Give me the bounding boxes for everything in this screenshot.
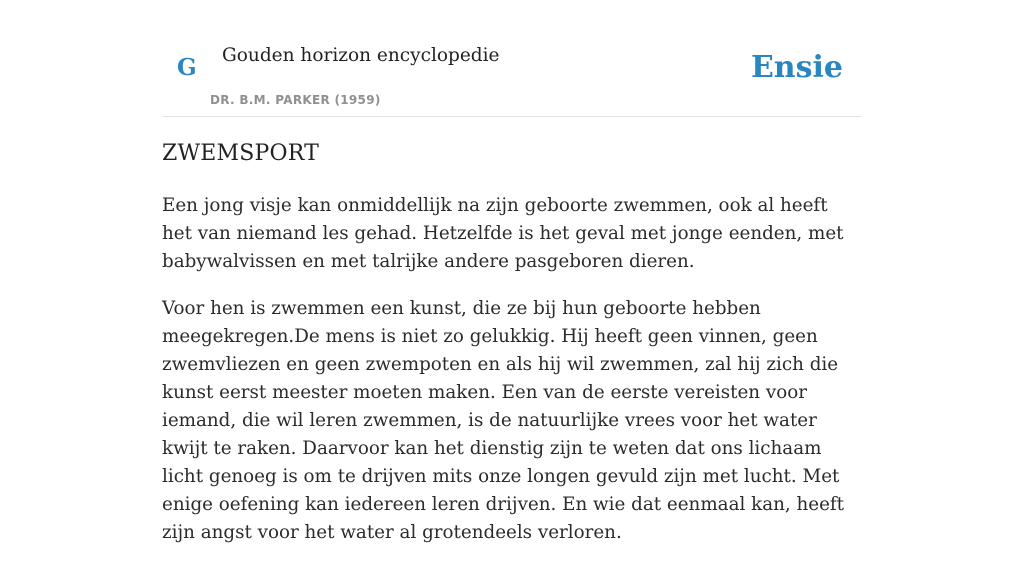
book-logo[interactable]: G xyxy=(177,54,197,81)
entry-title: ZWEMSPORT xyxy=(162,141,320,166)
header xyxy=(162,0,862,117)
content-container xyxy=(162,0,862,543)
book-title[interactable]: Gouden horizon encyclopedie xyxy=(222,45,500,66)
book-author: DR. B.M. PARKER (1959) xyxy=(210,93,381,107)
paragraph: Voor hen is zwemmen een kunst, die ze bij hun geboorte hebben meegekregen.De mens is niet zo gelukkig. Hij heeft geen vinnen, geen zwemvliezen en geen zwempoten en als hij wil zwemmen, zal hij zich die kunst eerst meester moeten maken. Een van de eerste vereisten voor iemand, die wil leren zwemmen, is de natuurlijke vrees voor het water kwijt te raken. Daarvoor kan het dienstig zijn te weten dat ons lichaam licht genoeg is om te drijven mits onze longen gevuld zijn met lucht. Met enige oefening kan iedereen leren drijven. En wie dat eenmaal kan, heeft zijn angst voor het water al grotendeels verloren. xyxy=(162,298,845,543)
entry-body xyxy=(162,192,862,566)
ensie-logo[interactable]: Ensie xyxy=(750,50,843,85)
paragraph: Een jong visje kan onmiddellijk na zijn geboorte zwemmen, ook al heeft het van niemand les gehad. Hetzelfde is het geval met jonge eenden, met babywalvissen en met talrijke andere pasgeboren dieren. xyxy=(162,195,844,272)
